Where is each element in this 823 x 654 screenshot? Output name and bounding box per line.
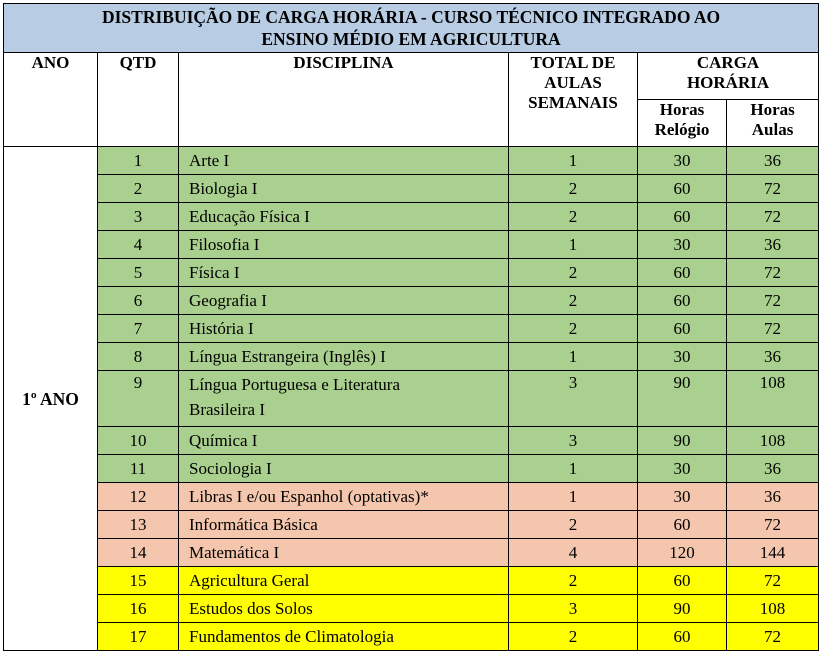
disciplina-text: Geografia I [189,290,267,310]
cell-aulas-semanais: 4 [509,539,638,567]
header-ano: ANO [4,53,98,147]
cell-horas-aulas: 108 [727,371,819,427]
cell-disciplina [179,539,509,567]
cell-horas-aulas: 36 [727,483,819,511]
cell-horas-aulas: 36 [727,231,819,259]
cell-qtd: 15 [98,567,179,595]
disciplina-text: Agricultura Geral [189,570,310,590]
cell-horas-relogio: 60 [638,203,727,231]
table-row [4,455,819,483]
disciplina-text-line-2: Brasileira I [189,400,265,419]
cell-horas-relogio: 60 [638,567,727,595]
cell-disciplina [179,175,509,203]
cell-horas-relogio: 60 [638,287,727,315]
table-row [4,259,819,287]
cell-qtd: 14 [98,539,179,567]
header-carga-line-1: CARGA [696,53,760,72]
table-row [4,567,819,595]
cell-aulas-semanais: 2 [509,203,638,231]
table-row [4,371,819,427]
cell-qtd: 16 [98,595,179,623]
cell-qtd: 1 [98,147,179,175]
cell-qtd: 6 [98,287,179,315]
cell-disciplina [179,623,509,651]
table-row [4,623,819,651]
header-qtd: QTD [98,53,179,147]
disciplina-text: Língua Estrangeira (Inglês) I [189,346,386,366]
header-relogio-line-2: Relógio [654,120,710,139]
cell-horas-aulas: 72 [727,203,819,231]
disciplina-text: História I [189,318,254,338]
disciplina-text: Sociologia I [189,458,272,478]
disciplina-text: Biologia I [189,178,258,198]
table-body [4,147,819,651]
cell-horas-relogio: 60 [638,511,727,539]
cell-horas-aulas: 36 [727,343,819,371]
cell-horas-aulas: 144 [727,539,819,567]
cell-disciplina [179,287,509,315]
cell-aulas-semanais: 2 [509,511,638,539]
cell-horas-relogio: 90 [638,371,727,427]
table-row [4,147,819,175]
disciplina-text: Física I [189,262,240,282]
cell-qtd: 9 [98,371,179,427]
table-title-line-1: DISTRIBUIÇÃO DE CARGA HORÁRIA - CURSO TÉCNICO INTEGRADO AO [101,7,721,27]
cell-horas-aulas: 72 [727,175,819,203]
cell-disciplina [179,259,509,287]
cell-disciplina [179,147,509,175]
disciplina-text: Informática Básica [189,514,318,534]
cell-horas-aulas: 108 [727,595,819,623]
cell-aulas-semanais: 2 [509,287,638,315]
cell-disciplina [179,371,509,427]
table-row [4,539,819,567]
cell-aulas-semanais: 2 [509,623,638,651]
cell-disciplina [179,455,509,483]
table-row [4,427,819,455]
header-total-line-3: SEMANAIS [528,93,618,112]
cell-horas-aulas: 36 [727,147,819,175]
header-total-line-1: TOTAL DE [530,53,616,72]
header-disciplina: DISCIPLINA [179,53,509,147]
cell-qtd: 12 [98,483,179,511]
header-carga-horaria [638,53,819,100]
table-title [4,4,819,53]
cell-disciplina [179,567,509,595]
cell-horas-relogio: 60 [638,315,727,343]
cell-aulas-semanais: 1 [509,483,638,511]
cell-qtd: 17 [98,623,179,651]
cell-horas-aulas: 72 [727,623,819,651]
cell-aulas-semanais: 2 [509,259,638,287]
cell-aulas-semanais: 1 [509,231,638,259]
table-row [4,287,819,315]
cell-horas-aulas: 72 [727,287,819,315]
cell-aulas-semanais: 3 [509,371,638,427]
cell-disciplina [179,595,509,623]
cell-qtd: 10 [98,427,179,455]
cell-horas-relogio: 30 [638,147,727,175]
cell-disciplina [179,343,509,371]
cell-horas-relogio: 60 [638,259,727,287]
cell-horas-relogio: 90 [638,595,727,623]
cell-aulas-semanais: 2 [509,175,638,203]
curriculum-table [3,3,819,651]
disciplina-text: Química I [189,430,258,450]
cell-disciplina [179,511,509,539]
cell-qtd: 8 [98,343,179,371]
cell-disciplina [179,427,509,455]
table-title-line-2: ENSINO MÉDIO EM AGRICULTURA [261,29,561,49]
cell-horas-relogio: 60 [638,175,727,203]
table-row [4,483,819,511]
cell-aulas-semanais: 2 [509,315,638,343]
table-row [4,203,819,231]
cell-disciplina [179,203,509,231]
disciplina-text: Língua Portuguesa e Literatura [189,375,401,394]
header-horas-relogio [638,100,727,147]
disciplina-text: Educação Física I [189,206,310,226]
cell-aulas-semanais: 3 [509,595,638,623]
cell-horas-aulas: 108 [727,427,819,455]
cell-horas-relogio: 30 [638,231,727,259]
cell-horas-aulas: 72 [727,511,819,539]
cell-horas-relogio: 90 [638,427,727,455]
table-row [4,343,819,371]
header-carga-line-2: HORÁRIA [686,73,770,92]
header-relogio-line-1: Horas [659,100,705,119]
table-row [4,595,819,623]
cell-horas-relogio: 30 [638,343,727,371]
table-row [4,175,819,203]
year-label: 1º ANO [4,147,98,651]
header-aulas-line-2: Aulas [751,120,794,139]
cell-horas-relogio: 60 [638,623,727,651]
cell-horas-relogio: 30 [638,483,727,511]
cell-disciplina [179,231,509,259]
cell-horas-aulas: 72 [727,315,819,343]
cell-aulas-semanais: 1 [509,147,638,175]
cell-qtd: 3 [98,203,179,231]
table-row [4,315,819,343]
table-row [4,231,819,259]
cell-aulas-semanais: 1 [509,343,638,371]
cell-aulas-semanais: 2 [509,567,638,595]
cell-disciplina [179,483,509,511]
table-row [4,511,819,539]
cell-disciplina [179,315,509,343]
header-total-line-2: AULAS [544,73,602,92]
header-aulas-line-1: Horas [750,100,795,119]
cell-qtd: 11 [98,455,179,483]
cell-aulas-semanais: 1 [509,455,638,483]
disciplina-text: Matemática I [189,542,280,562]
cell-qtd: 5 [98,259,179,287]
cell-qtd: 13 [98,511,179,539]
disciplina-text: Libras I e/ou Espanhol (optativas)* [189,486,429,506]
cell-aulas-semanais: 3 [509,427,638,455]
cell-qtd: 7 [98,315,179,343]
cell-horas-aulas: 36 [727,455,819,483]
disciplina-text: Fundamentos de Climatologia [189,626,394,646]
cell-horas-aulas: 72 [727,567,819,595]
cell-horas-relogio: 120 [638,539,727,567]
disciplina-text: Filosofia I [189,234,260,254]
header-horas-aulas [727,100,819,147]
cell-qtd: 2 [98,175,179,203]
curriculum-table-container [3,3,819,651]
header-total-semanais [509,53,638,147]
disciplina-text: Arte I [189,150,230,170]
cell-horas-relogio: 30 [638,455,727,483]
cell-qtd: 4 [98,231,179,259]
disciplina-text: Estudos dos Solos [189,598,313,618]
cell-horas-aulas: 72 [727,259,819,287]
